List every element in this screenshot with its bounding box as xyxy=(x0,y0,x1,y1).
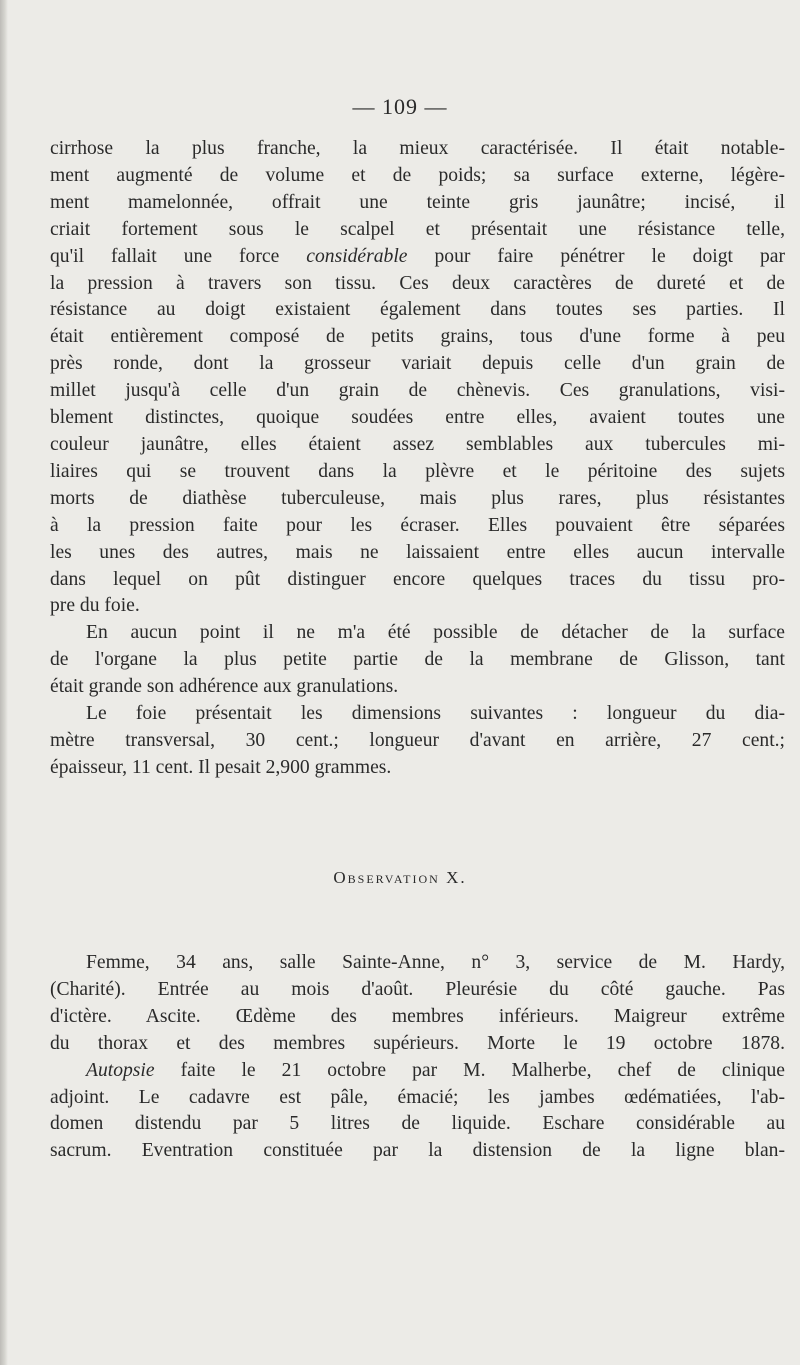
text-segment: pour faire pénétrer le doigt par xyxy=(407,245,785,267)
text-line: liaires qui se trouvent dans la plèvre et le péritoine des sujets xyxy=(50,460,785,482)
text-line: En aucun point il ne m'a été possible de détacher de la surface xyxy=(86,622,785,644)
text-line: criait fortement sous le scalpel et présentait une résistance telle, xyxy=(50,218,785,240)
text-line: était grande son adhérence aux granulations. xyxy=(50,676,399,698)
text-line xyxy=(50,1058,785,1085)
text-line: résistance au doigt existaient également dans toutes ses parties. Il xyxy=(50,299,785,321)
text-segment: qu'il fallait une force xyxy=(50,245,307,267)
text-segment: faite le 21 octobre par M. Malherbe, chef de clinique xyxy=(154,1059,785,1081)
page-binding-edge xyxy=(0,0,8,1365)
text-line: d'ictère. Ascite. Œdème des membres inférieurs. Maigreur extrême xyxy=(50,1005,785,1027)
text-line: de l'organe la plus petite partie de la membrane de Glisson, tant xyxy=(50,649,785,671)
text-line: était entièrement composé de petits grains, tous d'une forme à peu xyxy=(50,326,785,348)
text-line: ment augmenté de volume et de poids; sa surface externe, légère- xyxy=(50,164,785,186)
text-line: du thorax et des membres supérieurs. Morte le 19 octobre 1878. xyxy=(50,1032,785,1054)
text-line: domen distendu par 5 litres de liquide. Eschare considérable au xyxy=(50,1113,785,1135)
text-line: blement distinctes, quoique soudées entre elles, avaient toutes une xyxy=(50,407,785,429)
text-line: Le foie présentait les dimensions suivantes : longueur du dia- xyxy=(86,703,785,725)
text-line: cirrhose la plus franche, la mieux caractérisée. Il était notable- xyxy=(50,138,785,159)
text-line: Femme, 34 ans, salle Sainte-Anne, n° 3, service de M. Hardy, xyxy=(86,952,785,973)
page-number: — 109 — xyxy=(352,94,448,119)
text-line: près ronde, dont la grosseur variait depuis celle d'un grain de xyxy=(50,353,785,375)
observation-heading: Observation X. xyxy=(333,868,467,887)
text-line: morts de diathèse tuberculeuse, mais plus rares, plus résistantes xyxy=(50,487,785,509)
main-text xyxy=(50,136,785,782)
text-line xyxy=(50,244,785,271)
text-line: ment mamelonnée, offrait une teinte gris jaunâtre; incisé, il xyxy=(50,191,785,213)
text-line: mètre transversal, 30 cent.; longueur d'avant en arrière, 27 cent.; xyxy=(50,729,785,751)
text-line: à la pression faite pour les écraser. Elles pouvaient être séparées xyxy=(50,514,785,536)
text-line: millet jusqu'à celle d'un grain de chènevis. Ces granulations, visi- xyxy=(50,380,785,402)
text-line: couleur jaunâtre, elles étaient assez semblables aux tubercules mi- xyxy=(50,433,785,455)
text-line: les unes des autres, mais ne laissaient entre elles aucun intervalle xyxy=(50,541,785,563)
text-line: la pression à travers son tissu. Ces deux caractères de dureté et de xyxy=(50,272,785,294)
text-line: pre du foie. xyxy=(50,595,140,617)
text-line: (Charité). Entrée au mois d'août. Pleurésie du côté gauche. Pas xyxy=(50,978,785,1000)
italic-word: considérable xyxy=(306,245,408,267)
text-line: épaisseur, 11 cent. Il pesait 2,900 grammes. xyxy=(50,756,392,778)
text-line: adjoint. Le cadavre est pâle, émacié; les jambes œdématiées, l'ab- xyxy=(50,1086,785,1108)
text-line: dans lequel on pût distinguer encore quelques traces du tissu pro- xyxy=(50,568,785,590)
italic-word: Autopsie xyxy=(86,1059,155,1081)
text-line: sacrum. Eventration constituée par la distension de la ligne blan- xyxy=(50,1140,785,1162)
observation-text xyxy=(50,950,785,1165)
